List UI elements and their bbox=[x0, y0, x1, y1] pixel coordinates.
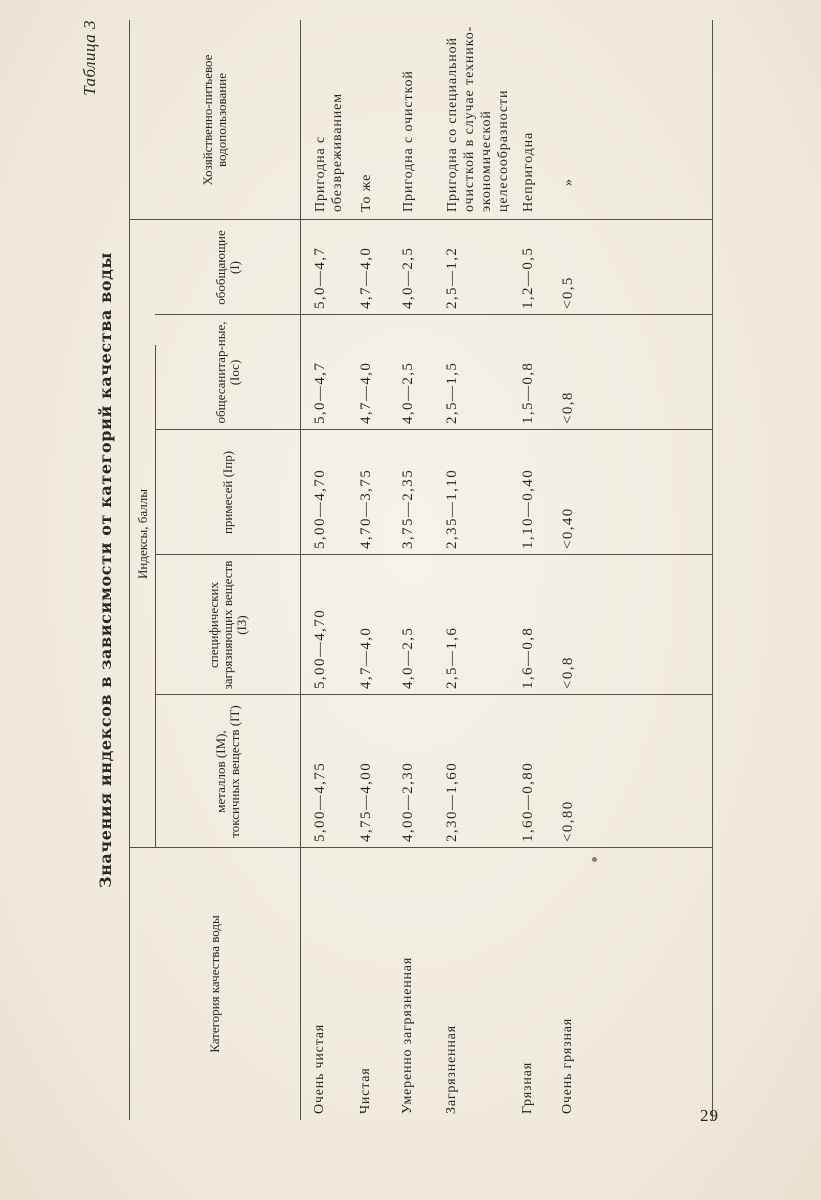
row-4-generalizing: 2,5—1,2 bbox=[444, 246, 460, 309]
rotated-table-block bbox=[80, 20, 720, 1120]
table-label: Таблица 3 bbox=[80, 20, 99, 96]
row-5-general-sanitary: 1,5—0,8 bbox=[520, 361, 536, 424]
table-title: Значения индексов в зависимости от категорий качества воды bbox=[96, 251, 115, 889]
row-2-drinking: То же bbox=[359, 173, 374, 212]
page-number: 29 bbox=[700, 1106, 719, 1125]
row-1-metals: 5,00—4,75 bbox=[312, 761, 328, 842]
row-3-impurities: 3,75—2,35 bbox=[400, 468, 416, 549]
row-6-drinking: » bbox=[561, 178, 576, 186]
row-2-category: Чистая bbox=[358, 1067, 373, 1114]
row-1-general-sanitary: 5,0—4,7 bbox=[312, 361, 328, 424]
table-bottom-rule bbox=[712, 20, 713, 1120]
row-2-specific: 4,7—4,0 bbox=[358, 626, 374, 689]
row-4-category: Загрязненная bbox=[444, 1025, 459, 1114]
row-5-generalizing: 1,2—0,5 bbox=[520, 246, 536, 309]
row-2-impurities: 4,70—3,75 bbox=[358, 468, 374, 549]
row-1-category: Очень чистая bbox=[312, 1023, 327, 1114]
row-6-impurities: <0,40 bbox=[560, 507, 576, 549]
row-4-metals: 2,30—1,60 bbox=[444, 761, 460, 842]
row-4-impurities: 2,35—1,10 bbox=[444, 468, 460, 549]
row-4-drinking: Пригодна со специальной очисткой в случае технико-экономической целесообразности bbox=[445, 25, 511, 212]
header-indices-group: Индексы, баллы bbox=[134, 489, 150, 579]
header-category: Категория качества воды bbox=[207, 915, 222, 1053]
row-3-category: Умеренно загрязненная bbox=[400, 956, 415, 1114]
print-speck bbox=[592, 857, 597, 862]
row-3-metals: 4,00—2,30 bbox=[400, 761, 416, 842]
header-specific: специфических загрязняющих веществ (IЗ) bbox=[206, 560, 249, 690]
row-6-category: Очень грязная bbox=[560, 1018, 575, 1114]
row-3-generalizing: 4,0—2,5 bbox=[400, 246, 416, 309]
row-1-specific: 5,00—4,70 bbox=[312, 608, 328, 689]
row-4-specific: 2,5—1,6 bbox=[444, 626, 460, 689]
row-5-specific: 1,6—0,8 bbox=[520, 626, 536, 689]
row-5-impurities: 1,10—0,40 bbox=[520, 468, 536, 549]
header-metals: металлов (IM), токсичных веществ (IT) bbox=[213, 705, 242, 838]
header-bottom-rule bbox=[300, 20, 301, 1120]
row-2-general-sanitary: 4,7—4,0 bbox=[358, 361, 374, 424]
row-1-generalizing: 5,0—4,7 bbox=[312, 246, 328, 309]
row-5-metals: 1,60—0,80 bbox=[520, 761, 536, 842]
row-5-category: Грязная bbox=[520, 1062, 535, 1114]
row-4-general-sanitary: 2,5—1,5 bbox=[444, 361, 460, 424]
row-6-general-sanitary: <0,8 bbox=[560, 391, 576, 424]
row-5-drinking: Непригодна bbox=[521, 131, 536, 212]
header-generalizing: обобщающие (I) bbox=[213, 230, 242, 305]
row-3-general-sanitary: 4,0—2,5 bbox=[400, 361, 416, 424]
row-2-generalizing: 4,7—4,0 bbox=[358, 246, 374, 309]
row-3-specific: 4,0—2,5 bbox=[400, 626, 416, 689]
header-drinking: Хозяйственно-питьевое водопользование bbox=[200, 54, 229, 186]
row-6-specific: <0,8 bbox=[560, 656, 576, 689]
row-3-drinking: Пригодна с очисткой bbox=[401, 70, 416, 212]
row-1-impurities: 5,00—4,70 bbox=[312, 468, 328, 549]
row-6-generalizing: <0,5 bbox=[560, 276, 576, 309]
row-2-metals: 4,75—4,00 bbox=[358, 761, 374, 842]
header-impurities: примесей (Iпр) bbox=[220, 450, 235, 535]
row-6-metals: <0,80 bbox=[560, 800, 576, 842]
header-general-sanitary: общесанитар-ные, (Iос) bbox=[213, 321, 242, 424]
row-1-drinking: Пригодна с обезвреживанием bbox=[313, 92, 345, 212]
